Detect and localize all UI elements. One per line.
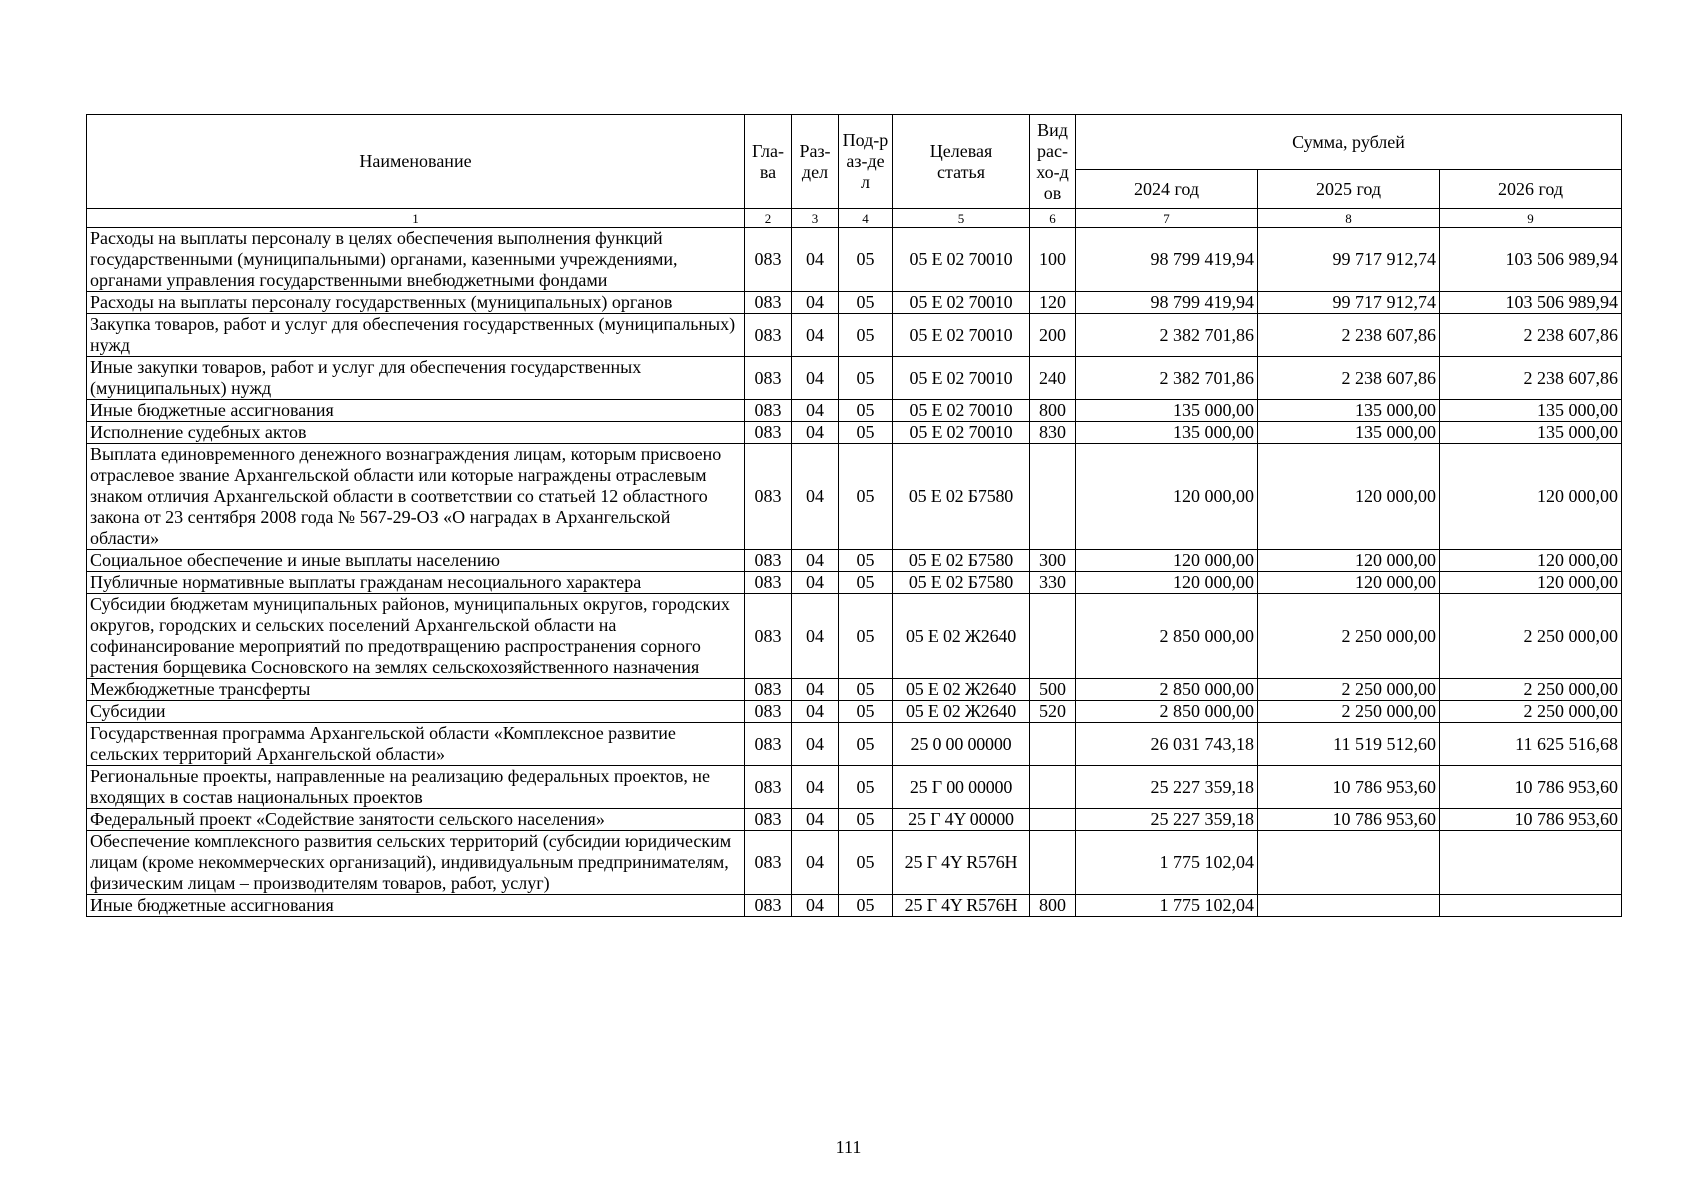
- row-chapter: 083: [745, 400, 792, 422]
- header-year-2025: 2025 год: [1258, 170, 1440, 209]
- row-sum-2025: 2 250 000,00: [1258, 594, 1440, 679]
- row-sum-2025: 2 250 000,00: [1258, 679, 1440, 701]
- row-subsection: 05: [839, 895, 893, 917]
- row-name: Субсидии: [87, 701, 745, 723]
- table-row: [87, 292, 1622, 314]
- row-sum-2024: 135 000,00: [1076, 400, 1258, 422]
- row-sum-2025: [1258, 895, 1440, 917]
- row-chapter: 083: [745, 357, 792, 400]
- row-chapter: 083: [745, 444, 792, 550]
- row-expense-type: [1030, 444, 1076, 550]
- row-sum-2024: 98 799 419,94: [1076, 228, 1258, 292]
- column-number: 6: [1030, 209, 1076, 228]
- row-subsection: 05: [839, 679, 893, 701]
- row-chapter: 083: [745, 550, 792, 572]
- row-subsection: 05: [839, 422, 893, 444]
- header-subsection: Под-раз-дел: [839, 115, 893, 209]
- row-sum-2024: 98 799 419,94: [1076, 292, 1258, 314]
- table-row: [87, 679, 1622, 701]
- row-section: 04: [792, 766, 839, 809]
- row-chapter: 083: [745, 831, 792, 895]
- row-section: 04: [792, 400, 839, 422]
- row-target-article: 05 Е 02 Б7580: [893, 444, 1030, 550]
- row-sum-2026: 2 238 607,86: [1440, 357, 1622, 400]
- column-numbers-row: [87, 209, 1622, 228]
- row-expense-type: 830: [1030, 422, 1076, 444]
- row-sum-2026: [1440, 831, 1622, 895]
- row-sum-2026: 103 506 989,94: [1440, 228, 1622, 292]
- row-sum-2024: 2 382 701,86: [1076, 314, 1258, 357]
- row-section: 04: [792, 809, 839, 831]
- row-name: Иные закупки товаров, работ и услуг для обеспечения государственных (муниципальных) нужд: [87, 357, 745, 400]
- table-row: [87, 831, 1622, 895]
- row-sum-2026: 120 000,00: [1440, 444, 1622, 550]
- row-subsection: 05: [839, 701, 893, 723]
- row-sum-2024: 25 227 359,18: [1076, 809, 1258, 831]
- row-section: 04: [792, 572, 839, 594]
- row-expense-type: [1030, 766, 1076, 809]
- row-subsection: 05: [839, 809, 893, 831]
- table-row: [87, 895, 1622, 917]
- row-name: Федеральный проект «Содействие занятости сельского населения»: [87, 809, 745, 831]
- row-sum-2026: 2 250 000,00: [1440, 701, 1622, 723]
- row-sum-2026: 135 000,00: [1440, 400, 1622, 422]
- row-sum-2025: 2 250 000,00: [1258, 701, 1440, 723]
- row-sum-2024: 135 000,00: [1076, 422, 1258, 444]
- row-expense-type: 500: [1030, 679, 1076, 701]
- table-row: [87, 422, 1622, 444]
- row-subsection: 05: [839, 723, 893, 766]
- row-sum-2024: 2 382 701,86: [1076, 357, 1258, 400]
- row-expense-type: 520: [1030, 701, 1076, 723]
- row-name: Расходы на выплаты персоналу в целях обеспечения выполнения функций государственными (муниципальными) органами, казенными учреждениями, органами управления государственными внебюджетными фондами: [87, 228, 745, 292]
- header-row: [87, 115, 1622, 170]
- row-section: 04: [792, 679, 839, 701]
- budget-table: [86, 114, 1622, 917]
- row-subsection: 05: [839, 228, 893, 292]
- table-body: [87, 228, 1622, 917]
- row-expense-type: [1030, 831, 1076, 895]
- row-target-article: 05 Е 02 70010: [893, 314, 1030, 357]
- table-row: [87, 228, 1622, 292]
- row-name: Государственная программа Архангельской области «Комплексное развитие сельских территорий Архангельской области»: [87, 723, 745, 766]
- page-number: 111: [835, 1137, 862, 1157]
- row-name: Закупка товаров, работ и услуг для обеспечения государственных (муниципальных) нужд: [87, 314, 745, 357]
- row-target-article: 05 Е 02 Ж2640: [893, 701, 1030, 723]
- row-sum-2026: 135 000,00: [1440, 422, 1622, 444]
- header-year-2026: 2026 год: [1440, 170, 1622, 209]
- row-chapter: 083: [745, 701, 792, 723]
- column-number: 8: [1258, 209, 1440, 228]
- row-chapter: 083: [745, 572, 792, 594]
- row-sum-2025: 11 519 512,60: [1258, 723, 1440, 766]
- row-chapter: 083: [745, 895, 792, 917]
- column-number: 4: [839, 209, 893, 228]
- row-name: Субсидии бюджетам муниципальных районов, муниципальных округов, городских округов, городских и сельских поселений Архангельской области на софинансирование мероприятий по предотвращению распространения сорного растения борщевика Сосновского на землях сельскохозяйственного назначения: [87, 594, 745, 679]
- row-chapter: 083: [745, 679, 792, 701]
- row-sum-2025: 99 717 912,74: [1258, 228, 1440, 292]
- table-row: [87, 809, 1622, 831]
- row-subsection: 05: [839, 357, 893, 400]
- header-year-2024: 2024 год: [1076, 170, 1258, 209]
- row-subsection: 05: [839, 766, 893, 809]
- row-chapter: 083: [745, 228, 792, 292]
- row-section: 04: [792, 314, 839, 357]
- row-chapter: 083: [745, 809, 792, 831]
- row-sum-2026: 2 250 000,00: [1440, 594, 1622, 679]
- table-row: [87, 723, 1622, 766]
- row-target-article: 05 Е 02 70010: [893, 228, 1030, 292]
- row-section: 04: [792, 422, 839, 444]
- row-subsection: 05: [839, 550, 893, 572]
- row-target-article: 25 Г 4Y R576H: [893, 831, 1030, 895]
- row-chapter: 083: [745, 766, 792, 809]
- row-name: Публичные нормативные выплаты гражданам несоциального характера: [87, 572, 745, 594]
- table-row: [87, 766, 1622, 809]
- row-name: Обеспечение комплексного развития сельских территорий (субсидии юридическим лицам (кроме некоммерческих организаций), индивидуальным предпринимателям, физическим лицам – производителям товаров, работ, услуг): [87, 831, 745, 895]
- row-expense-type: 330: [1030, 572, 1076, 594]
- row-sum-2025: 10 786 953,60: [1258, 766, 1440, 809]
- row-target-article: 25 Г 4Y 00000: [893, 809, 1030, 831]
- row-sum-2026: 10 786 953,60: [1440, 766, 1622, 809]
- row-expense-type: [1030, 723, 1076, 766]
- row-subsection: 05: [839, 444, 893, 550]
- table-row: [87, 444, 1622, 550]
- header-sum-group: Сумма, рублей: [1076, 115, 1622, 170]
- row-target-article: 05 Е 02 Ж2640: [893, 679, 1030, 701]
- row-name: Региональные проекты, направленные на реализацию федеральных проектов, не входящих в состав национальных проектов: [87, 766, 745, 809]
- row-section: 04: [792, 594, 839, 679]
- row-expense-type: 800: [1030, 400, 1076, 422]
- row-name: Иные бюджетные ассигнования: [87, 400, 745, 422]
- row-sum-2026: 11 625 516,68: [1440, 723, 1622, 766]
- row-expense-type: 100: [1030, 228, 1076, 292]
- row-section: 04: [792, 357, 839, 400]
- row-expense-type: 800: [1030, 895, 1076, 917]
- row-target-article: 05 Е 02 70010: [893, 292, 1030, 314]
- row-sum-2025: [1258, 831, 1440, 895]
- table-row: [87, 572, 1622, 594]
- row-chapter: 083: [745, 594, 792, 679]
- row-subsection: 05: [839, 400, 893, 422]
- row-expense-type: 200: [1030, 314, 1076, 357]
- row-sum-2024: 120 000,00: [1076, 550, 1258, 572]
- row-section: 04: [792, 292, 839, 314]
- row-sum-2025: 120 000,00: [1258, 444, 1440, 550]
- table-row: [87, 701, 1622, 723]
- row-sum-2024: 2 850 000,00: [1076, 701, 1258, 723]
- row-sum-2026: [1440, 895, 1622, 917]
- column-number: 3: [792, 209, 839, 228]
- row-sum-2025: 120 000,00: [1258, 550, 1440, 572]
- row-sum-2025: 10 786 953,60: [1258, 809, 1440, 831]
- row-sum-2024: 1 775 102,04: [1076, 895, 1258, 917]
- row-chapter: 083: [745, 292, 792, 314]
- row-section: 04: [792, 550, 839, 572]
- row-subsection: 05: [839, 572, 893, 594]
- row-target-article: 05 Е 02 Ж2640: [893, 594, 1030, 679]
- row-sum-2025: 120 000,00: [1258, 572, 1440, 594]
- row-sum-2026: 103 506 989,94: [1440, 292, 1622, 314]
- row-subsection: 05: [839, 314, 893, 357]
- column-number: 9: [1440, 209, 1622, 228]
- header-section: Раз-дел: [792, 115, 839, 209]
- row-sum-2024: 120 000,00: [1076, 572, 1258, 594]
- row-name: Выплата единовременного денежного вознаграждения лицам, которым присвоено отраслевое звание Архангельской области или которые награждены отраслевым знаком отличия Архангельской области в соответствии со статьей 12 областного закона от 23 сентября 2008 года № 567-29-ОЗ «О наградах в Архангельской области»: [87, 444, 745, 550]
- table-row: [87, 314, 1622, 357]
- row-target-article: 05 Е 02 70010: [893, 400, 1030, 422]
- table-row: [87, 594, 1622, 679]
- row-target-article: 05 Е 02 Б7580: [893, 550, 1030, 572]
- row-sum-2026: 2 250 000,00: [1440, 679, 1622, 701]
- column-number: 1: [87, 209, 745, 228]
- row-target-article: 25 Г 4Y R576H: [893, 895, 1030, 917]
- row-sum-2025: 135 000,00: [1258, 422, 1440, 444]
- row-sum-2025: 99 717 912,74: [1258, 292, 1440, 314]
- row-sum-2025: 2 238 607,86: [1258, 357, 1440, 400]
- row-name: Исполнение судебных актов: [87, 422, 745, 444]
- row-target-article: 05 Е 02 Б7580: [893, 572, 1030, 594]
- row-expense-type: 120: [1030, 292, 1076, 314]
- row-sum-2026: 10 786 953,60: [1440, 809, 1622, 831]
- row-sum-2025: 2 238 607,86: [1258, 314, 1440, 357]
- row-name: Расходы на выплаты персоналу государственных (муниципальных) органов: [87, 292, 745, 314]
- header-name: Наименование: [87, 115, 745, 209]
- table-row: [87, 400, 1622, 422]
- row-chapter: 083: [745, 723, 792, 766]
- table-row: [87, 550, 1622, 572]
- row-subsection: 05: [839, 831, 893, 895]
- row-section: 04: [792, 444, 839, 550]
- row-section: 04: [792, 701, 839, 723]
- row-target-article: 25 0 00 00000: [893, 723, 1030, 766]
- header-expense-type: Вид рас-хо-дов: [1030, 115, 1076, 209]
- row-sum-2025: 135 000,00: [1258, 400, 1440, 422]
- row-section: 04: [792, 723, 839, 766]
- row-target-article: 05 Е 02 70010: [893, 422, 1030, 444]
- row-expense-type: 300: [1030, 550, 1076, 572]
- row-sum-2024: 120 000,00: [1076, 444, 1258, 550]
- header-chapter: Гла-ва: [745, 115, 792, 209]
- row-chapter: 083: [745, 314, 792, 357]
- row-sum-2024: 25 227 359,18: [1076, 766, 1258, 809]
- row-section: 04: [792, 895, 839, 917]
- column-number: 2: [745, 209, 792, 228]
- row-subsection: 05: [839, 594, 893, 679]
- row-target-article: 05 Е 02 70010: [893, 357, 1030, 400]
- column-number: 7: [1076, 209, 1258, 228]
- row-name: Межбюджетные трансферты: [87, 679, 745, 701]
- table-row: [87, 357, 1622, 400]
- row-section: 04: [792, 831, 839, 895]
- row-target-article: 25 Г 00 00000: [893, 766, 1030, 809]
- row-sum-2026: 2 238 607,86: [1440, 314, 1622, 357]
- row-sum-2026: 120 000,00: [1440, 572, 1622, 594]
- row-sum-2024: 2 850 000,00: [1076, 679, 1258, 701]
- column-number: 5: [893, 209, 1030, 228]
- row-sum-2026: 120 000,00: [1440, 550, 1622, 572]
- row-name: Социальное обеспечение и иные выплаты населению: [87, 550, 745, 572]
- row-sum-2024: 26 031 743,18: [1076, 723, 1258, 766]
- row-sum-2024: 2 850 000,00: [1076, 594, 1258, 679]
- row-expense-type: 240: [1030, 357, 1076, 400]
- row-section: 04: [792, 228, 839, 292]
- row-chapter: 083: [745, 422, 792, 444]
- row-expense-type: [1030, 809, 1076, 831]
- row-expense-type: [1030, 594, 1076, 679]
- row-sum-2024: 1 775 102,04: [1076, 831, 1258, 895]
- row-subsection: 05: [839, 292, 893, 314]
- row-name: Иные бюджетные ассигнования: [87, 895, 745, 917]
- header-target-article: Целевая статья: [893, 115, 1030, 209]
